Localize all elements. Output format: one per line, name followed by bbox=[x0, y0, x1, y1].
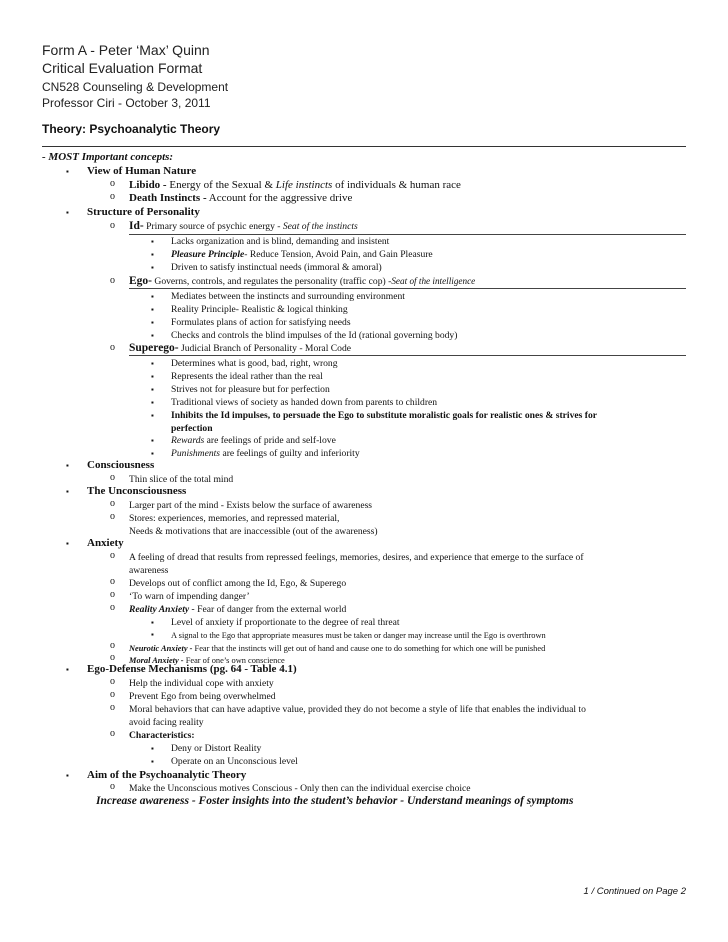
circle-bullet-icon: o bbox=[110, 781, 115, 792]
list-item: Thin slice of the total mind bbox=[129, 474, 234, 485]
square-bullet-icon bbox=[151, 250, 154, 259]
square-bullet-icon bbox=[151, 372, 154, 381]
list-item: Deny or Distort Reality bbox=[171, 743, 262, 754]
divider bbox=[42, 146, 686, 147]
list-item: Reality Anxiety - Fear of danger from the external world bbox=[129, 604, 347, 615]
list-item: Help the individual cope with anxiety bbox=[129, 678, 274, 689]
square-bullet-icon bbox=[66, 771, 69, 780]
divider bbox=[129, 355, 686, 356]
square-bullet-icon bbox=[151, 411, 154, 420]
list-item: A feeling of dread that results from repressed feelings, memories, desires, and experience that emerge to the surface of bbox=[129, 552, 584, 563]
list-item: Strives not for pleasure but for perfection bbox=[171, 384, 330, 395]
circle-bullet-icon: o bbox=[110, 275, 115, 286]
list-item: Lacks organization and is blind, demanding and insistent bbox=[171, 236, 390, 247]
section-title: Ego-Defense Mechanisms (pg. 64 - Table 4.1) bbox=[87, 663, 297, 675]
square-bullet-icon bbox=[151, 263, 154, 272]
list-item: Id- Primary source of psychic energy - Seat of the instincts bbox=[129, 220, 358, 232]
circle-bullet-icon: o bbox=[110, 342, 115, 353]
square-bullet-icon bbox=[151, 318, 154, 327]
list-item: Traditional views of society as handed down from parents to children bbox=[171, 397, 438, 408]
circle-bullet-icon: o bbox=[110, 472, 115, 483]
list-item: Determines what is good, bad, right, wrong bbox=[171, 358, 338, 369]
circle-bullet-icon: o bbox=[110, 728, 115, 739]
list-item-continuation: Needs & motivations that are inaccessible (out of the awareness) bbox=[129, 526, 378, 537]
list-item: Rewards are feelings of pride and self-love bbox=[171, 435, 336, 446]
square-bullet-icon bbox=[66, 208, 69, 217]
theory-heading: Theory: Psychoanalytic Theory bbox=[42, 122, 221, 136]
square-bullet-icon bbox=[66, 461, 69, 470]
square-bullet-icon bbox=[151, 305, 154, 314]
list-item: Level of anxiety if proportionate to the degree of real threat bbox=[171, 617, 400, 628]
list-item: Develops out of conflict among the Id, Ego, & Superego bbox=[129, 578, 347, 589]
list-item: Make the Unconscious motives Conscious - Only then can the individual exercise choice bbox=[129, 783, 471, 794]
section-title: The Unconsciousness bbox=[87, 485, 187, 497]
list-item: Moral behaviors that can have adaptive value, provided they do not become a style of life that enables the individual to bbox=[129, 704, 586, 715]
square-bullet-icon bbox=[66, 167, 69, 176]
square-bullet-icon bbox=[66, 539, 69, 548]
square-bullet-icon bbox=[151, 744, 154, 753]
list-item-continuation: awareness bbox=[129, 565, 169, 576]
list-item: Characteristics: bbox=[129, 730, 195, 741]
circle-bullet-icon: o bbox=[110, 689, 115, 700]
circle-bullet-icon: o bbox=[110, 602, 115, 613]
list-item: Represents the ideal rather than the real bbox=[171, 371, 323, 382]
list-item: Moral Anxiety - Fear of one’s own conscience bbox=[129, 656, 285, 665]
square-bullet-icon bbox=[151, 436, 154, 445]
section-title: View of Human Nature bbox=[87, 165, 197, 177]
list-item: ‘To warn of impending danger’ bbox=[129, 591, 250, 602]
square-bullet-icon bbox=[151, 449, 154, 458]
concepts-heading: - MOST Important concepts: bbox=[42, 151, 174, 163]
list-item: Mediates between the instincts and surrounding environment bbox=[171, 291, 405, 302]
circle-bullet-icon: o bbox=[110, 178, 115, 189]
list-item-continuation: avoid facing reality bbox=[129, 717, 204, 728]
list-item: Stores: experiences, memories, and repressed material, bbox=[129, 513, 340, 524]
square-bullet-icon bbox=[151, 385, 154, 394]
square-bullet-icon bbox=[151, 292, 154, 301]
circle-bullet-icon: o bbox=[110, 498, 115, 509]
circle-bullet-icon: o bbox=[110, 652, 115, 663]
circle-bullet-icon: o bbox=[110, 640, 115, 651]
circle-bullet-icon: o bbox=[110, 191, 115, 202]
square-bullet-icon bbox=[151, 630, 154, 639]
document-title: Critical Evaluation Format bbox=[42, 60, 203, 76]
square-bullet-icon bbox=[151, 331, 154, 340]
circle-bullet-icon: o bbox=[110, 576, 115, 587]
circle-bullet-icon: o bbox=[110, 702, 115, 713]
list-item: Prevent Ego from being overwhelmed bbox=[129, 691, 276, 702]
divider bbox=[129, 288, 686, 289]
course-name: CN528 Counseling & Development bbox=[42, 80, 229, 94]
list-item: Punishments are feelings of guilty and inferiority bbox=[171, 448, 360, 459]
list-item: Driven to satisfy instinctual needs (immoral & amoral) bbox=[171, 262, 382, 273]
square-bullet-icon bbox=[151, 359, 154, 368]
square-bullet-icon bbox=[66, 487, 69, 496]
circle-bullet-icon: o bbox=[110, 589, 115, 600]
list-item: Neurotic Anxiety - Fear that the instincts will get out of hand and cause one to do something for which one will be punished bbox=[129, 644, 546, 653]
square-bullet-icon bbox=[151, 618, 154, 627]
square-bullet-icon bbox=[151, 237, 154, 246]
section-title: Anxiety bbox=[87, 537, 124, 549]
list-item: Operate on an Unconscious level bbox=[171, 756, 298, 767]
section-title: Structure of Personality bbox=[87, 206, 200, 218]
square-bullet-icon bbox=[151, 398, 154, 407]
section-title: Aim of the Psychoanalytic Theory bbox=[87, 769, 247, 781]
list-item: Libido - Energy of the Sexual & Life instincts of individuals & human race bbox=[129, 179, 461, 191]
list-item: A signal to the Ego that appropriate measures must be taken or danger may increase until the Ego is overthrown bbox=[171, 631, 546, 640]
square-bullet-icon bbox=[151, 757, 154, 766]
list-item: Pleasure Principle- Reduce Tension, Avoid Pain, and Gain Pleasure bbox=[171, 249, 433, 260]
section-title: Consciousness bbox=[87, 459, 155, 471]
summary-statement: Increase awareness - Foster insights into the student’s behavior - Understand meanings of symptoms bbox=[96, 795, 574, 807]
list-item: Reality Principle- Realistic & logical thinking bbox=[171, 304, 348, 315]
page-footer: 1 / Continued on Page 2 bbox=[583, 886, 686, 897]
list-item: Inhibits the Id impulses, to persuade the Ego to substitute moralistic goals for realistic ones & strives for bbox=[171, 410, 598, 421]
professor-date: Professor Ciri - October 3, 2011 bbox=[42, 96, 211, 110]
circle-bullet-icon: o bbox=[110, 511, 115, 522]
list-item: Death Instincts - Account for the aggressive drive bbox=[129, 192, 353, 204]
list-item-continuation: perfection bbox=[171, 423, 213, 434]
square-bullet-icon bbox=[66, 665, 69, 674]
circle-bullet-icon: o bbox=[110, 220, 115, 231]
list-item: Larger part of the mind - Exists below the surface of awareness bbox=[129, 500, 373, 511]
circle-bullet-icon: o bbox=[110, 676, 115, 687]
list-item: Superego- Judicial Branch of Personality - Moral Code bbox=[129, 342, 352, 354]
circle-bullet-icon: o bbox=[110, 550, 115, 561]
list-item: Ego- Governs, controls, and regulates the personality (traffic cop) -Seat of the intelligence bbox=[129, 275, 476, 287]
list-item: Formulates plans of action for satisfying needs bbox=[171, 317, 351, 328]
student-name: Form A - Peter ‘Max’ Quinn bbox=[42, 42, 210, 58]
list-item: Checks and controls the blind impulses of the Id (rational governing body) bbox=[171, 330, 458, 341]
